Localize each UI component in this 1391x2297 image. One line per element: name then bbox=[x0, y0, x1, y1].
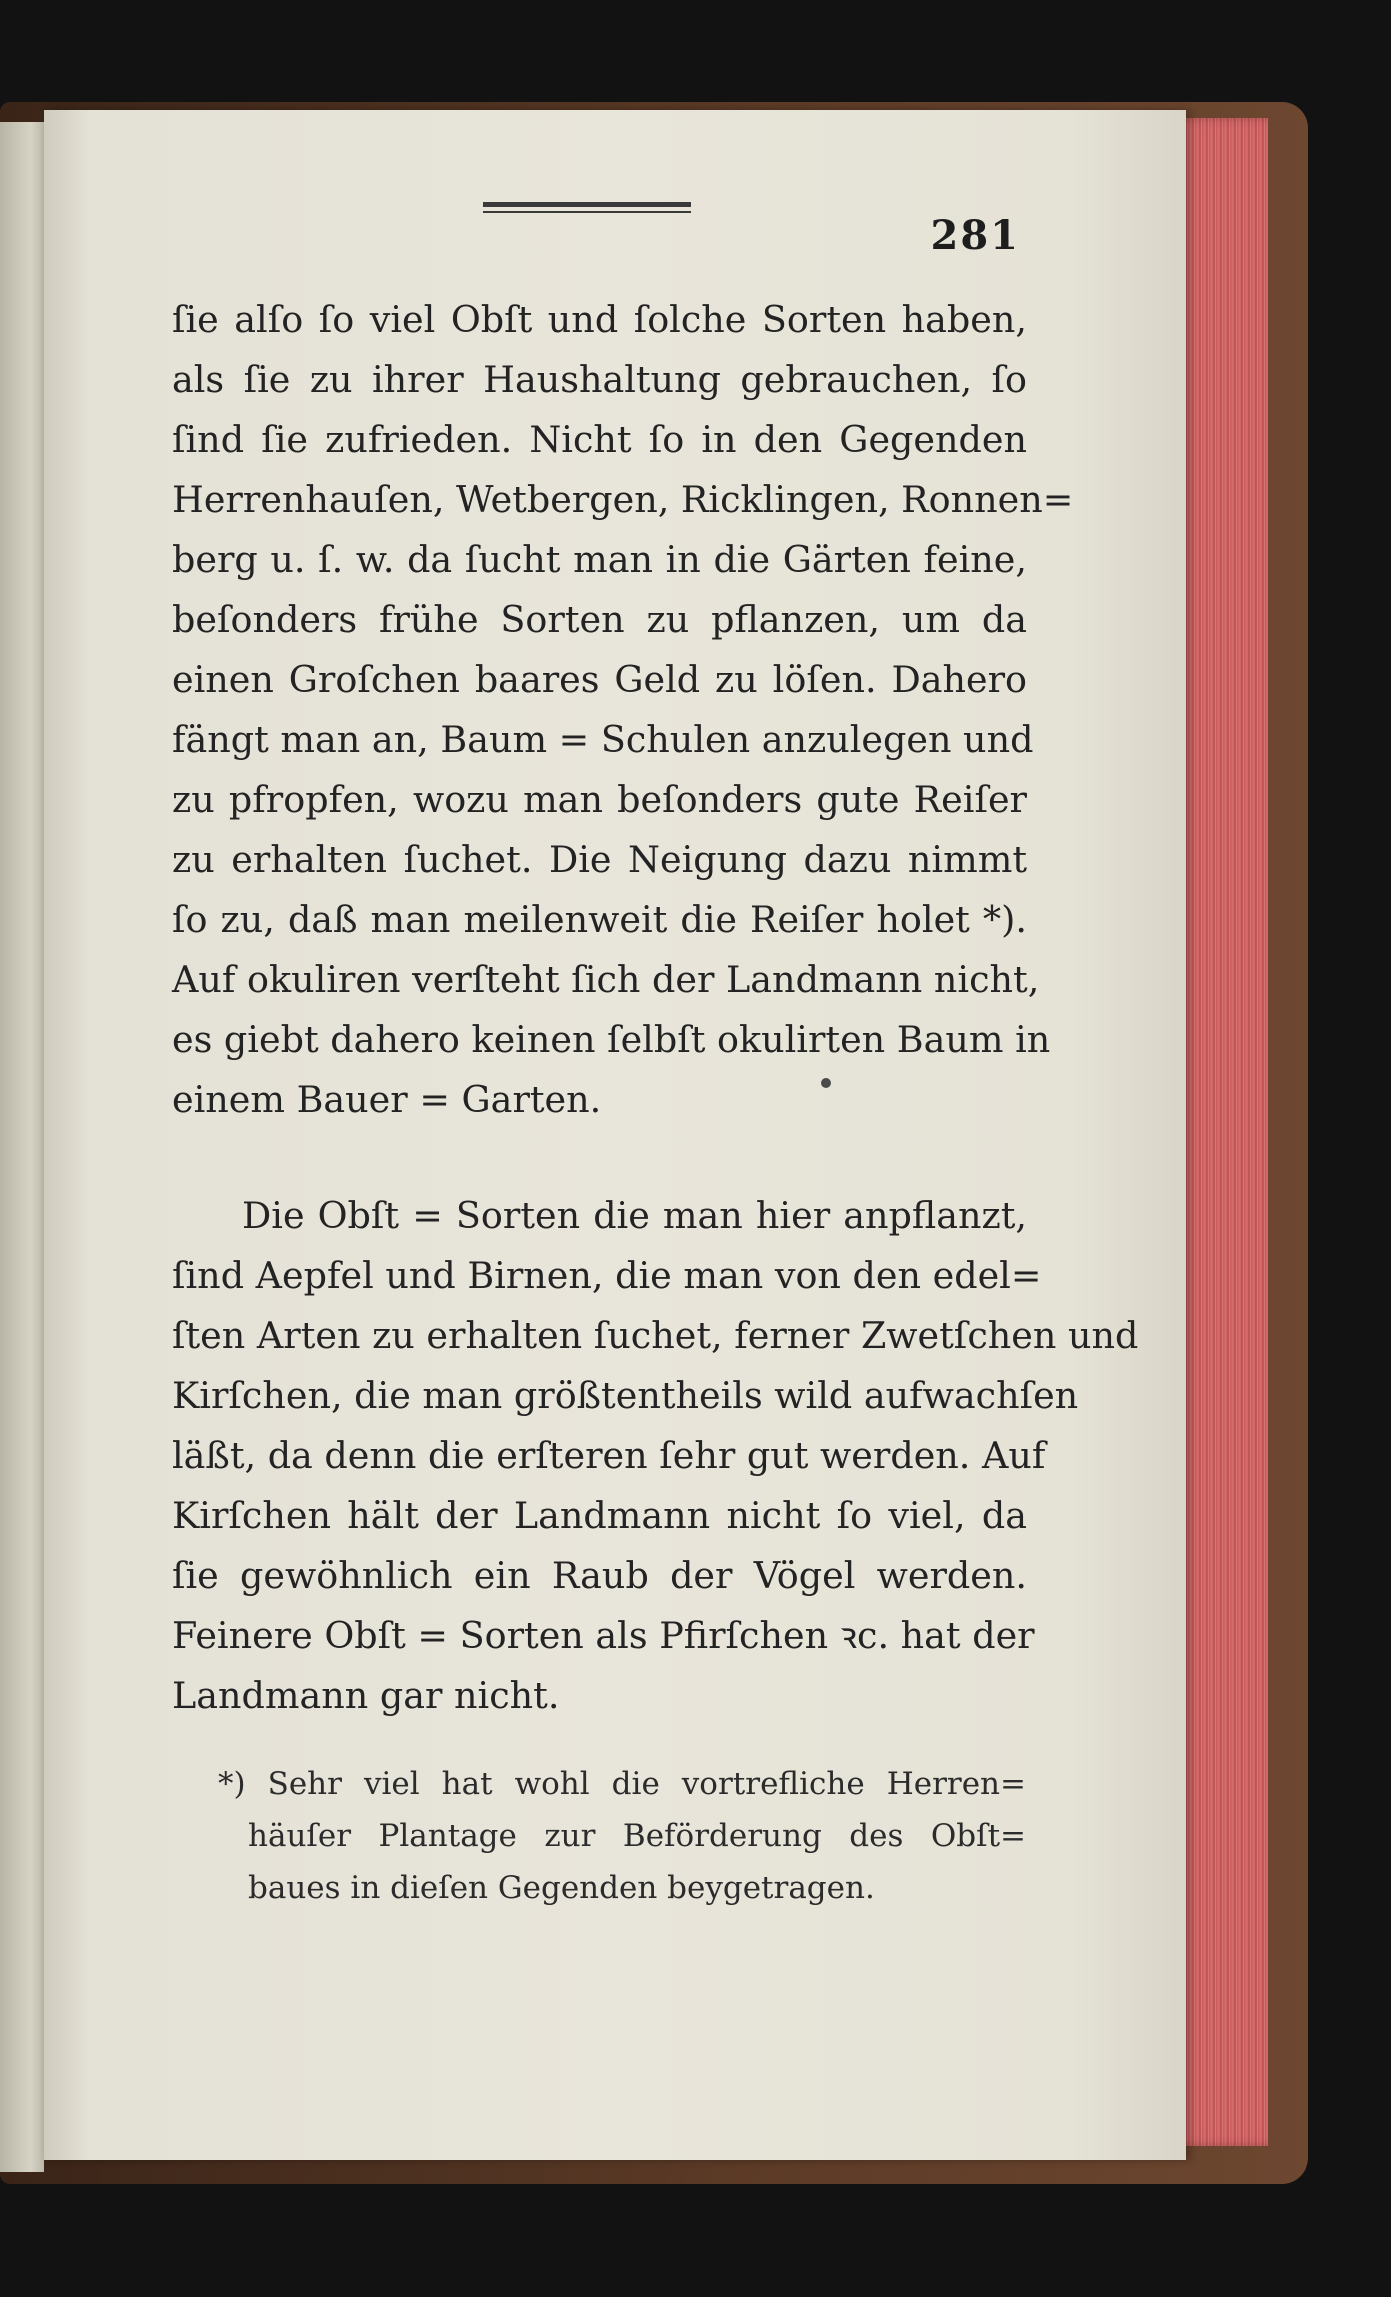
text-line: Auf okuliren verſteht ſich der Landmann nicht, bbox=[172, 958, 1040, 1001]
text-line: zu erhalten ſuchet. Die Neigung dazu nimmt bbox=[172, 838, 1027, 881]
text-line: ſind Aepfel und Birnen, die man von den edel= bbox=[172, 1254, 1042, 1297]
facing-page-edge bbox=[0, 122, 44, 2172]
footnote-line: *) Sehr viel hat wohl die vortrefliche Herren= bbox=[218, 1766, 1026, 1802]
text-line: Kirſchen hält der Landmann nicht ſo viel, da bbox=[172, 1494, 1027, 1537]
text-line: berg u. ſ. w. da ſucht man in die Gärten feine, bbox=[172, 538, 1027, 581]
header-rule-ornament bbox=[483, 202, 691, 216]
text-line: Landmann gar nicht. bbox=[172, 1674, 560, 1717]
text-line: Die Obſt = Sorten die man hier anpflanzt, bbox=[242, 1194, 1027, 1237]
text-line: Kirſchen, die man größtentheils wild aufwachſen bbox=[172, 1374, 1079, 1417]
footnote-line: baues in dieſen Gegenden beygetragen. bbox=[248, 1870, 875, 1906]
text-line: läßt, da denn die erſteren ſehr gut werden. Auf bbox=[172, 1434, 1046, 1477]
text-line: Feinere Obſt = Sorten als Pfirſchen ꝛc. hat der bbox=[172, 1614, 1035, 1657]
text-line: einen Groſchen baares Geld zu löſen. Dahero bbox=[172, 658, 1027, 701]
footnote bbox=[218, 1758, 1026, 1914]
text-line: ſo zu, daß man meilenweit die Reiſer holet *). bbox=[172, 898, 1027, 941]
rule-thin-line bbox=[483, 211, 691, 213]
ink-spot bbox=[821, 1078, 831, 1088]
text-line: Herrenhauſen, Wetbergen, Ricklingen, Ronnen= bbox=[172, 478, 1074, 521]
text-line: fängt man an, Baum = Schulen anzulegen und bbox=[172, 718, 1034, 761]
text-line: als ſie zu ihrer Haushaltung gebrauchen, ſo bbox=[172, 358, 1027, 401]
paragraph-gap bbox=[172, 1130, 1027, 1186]
text-line: ſie alſo ſo viel Obſt und ſolche Sorten haben, bbox=[172, 298, 1027, 341]
text-line: ſten Arten zu erhalten ſuchet, ferner Zwetſchen und bbox=[172, 1314, 1139, 1357]
text-line: zu pfropfen, wozu man beſonders gute Reiſer bbox=[172, 778, 1027, 821]
text-line: einem Bauer = Garten. bbox=[172, 1078, 602, 1121]
page-number: 281 bbox=[930, 212, 1020, 259]
body-text bbox=[172, 290, 1139, 1726]
text-line: es giebt dahero keinen ſelbſt okulirten Baum in bbox=[172, 1018, 1051, 1061]
text-line: ſie gewöhnlich ein Raub der Vögel werden. bbox=[172, 1554, 1027, 1597]
footnote-line: häuſer Plantage zur Beförderung des Obſt= bbox=[248, 1818, 1026, 1854]
text-line: beſonders frühe Sorten zu pflanzen, um da bbox=[172, 598, 1027, 641]
rule-thick-line bbox=[483, 202, 691, 207]
text-line: ſind ſie zufrieden. Nicht ſo in den Gegenden bbox=[172, 418, 1027, 461]
